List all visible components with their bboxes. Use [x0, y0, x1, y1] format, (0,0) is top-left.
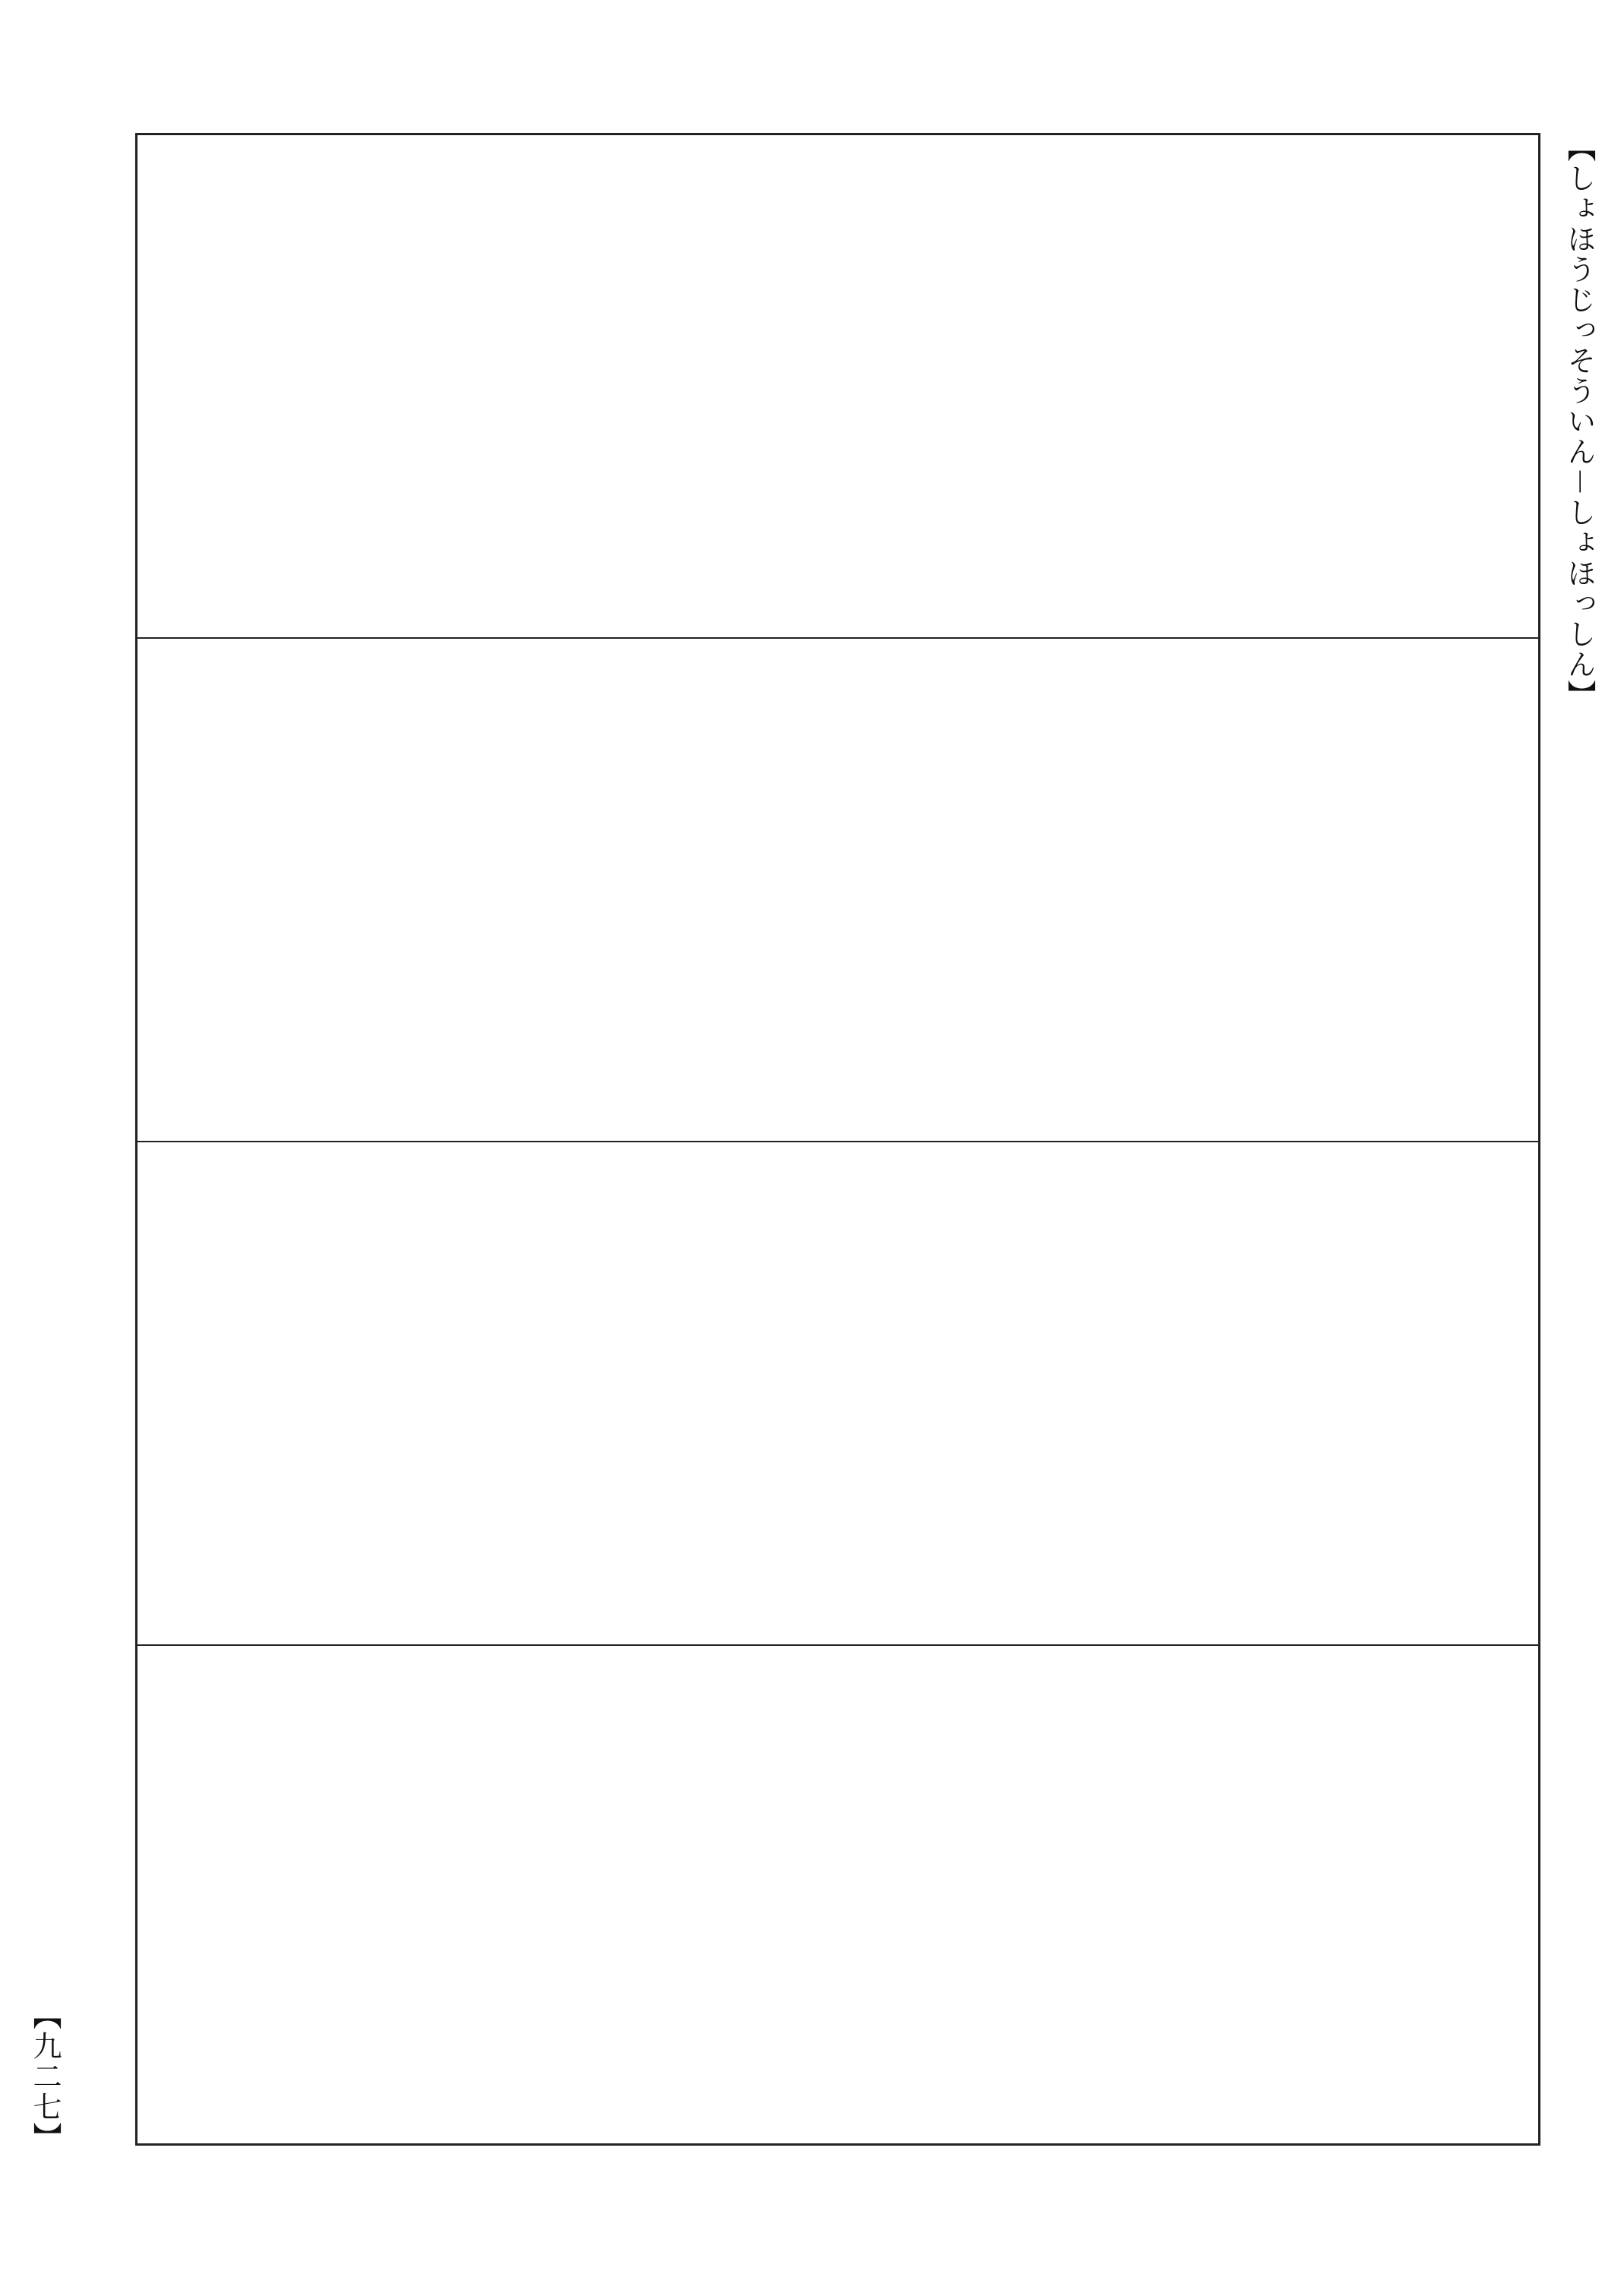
text-column [610, 146, 649, 627]
text-column [215, 649, 254, 1130]
text-column [1439, 649, 1479, 1130]
text-column [373, 1657, 412, 2133]
text-column [452, 1657, 491, 2133]
text-column [1321, 649, 1360, 1130]
text-column [491, 1657, 531, 2133]
text-column [254, 1153, 294, 1634]
text-column [175, 1657, 215, 2133]
text-column [728, 1153, 768, 1634]
text-column [1479, 1153, 1518, 1634]
text-band-4 [137, 1646, 1538, 2143]
text-column [926, 1657, 965, 2133]
text-column [807, 1657, 847, 2133]
text-column [1044, 649, 1084, 1130]
text-column [768, 649, 807, 1130]
text-column [807, 1153, 847, 1634]
text-band-3 [137, 1142, 1538, 1646]
text-column [373, 146, 412, 627]
running-head: 【しょほうじっそういん－しょほっしん】 [1562, 133, 1596, 711]
text-column [175, 1153, 215, 1634]
text-column [215, 1657, 254, 2133]
text-column [965, 649, 1005, 1130]
text-column [689, 146, 728, 627]
text-column [1242, 146, 1281, 627]
text-column [570, 649, 610, 1130]
text-column [886, 649, 926, 1130]
text-column [1321, 1657, 1360, 2133]
text-column [728, 649, 768, 1130]
text-column [847, 146, 886, 627]
text-column [807, 146, 847, 627]
text-column [847, 1657, 886, 2133]
text-column [1439, 1153, 1479, 1634]
text-column [847, 649, 886, 1130]
text-column [689, 1657, 728, 2133]
text-column [452, 1153, 491, 1634]
text-column [1400, 649, 1439, 1130]
text-column [610, 1657, 649, 2133]
text-column [1360, 649, 1400, 1130]
text-column [1044, 1657, 1084, 2133]
text-column [412, 1153, 452, 1634]
text-column [175, 649, 215, 1130]
text-column [373, 649, 412, 1130]
text-column [1163, 649, 1202, 1130]
text-column [254, 1657, 294, 2133]
text-column [1163, 1657, 1202, 2133]
text-column [452, 649, 491, 1130]
text-column [333, 146, 373, 627]
text-column [689, 1153, 728, 1634]
text-column [1479, 649, 1518, 1130]
text-column [1400, 1657, 1439, 2133]
text-column [531, 649, 570, 1130]
text-column [1479, 1657, 1518, 2133]
text-column [491, 146, 531, 627]
text-column [1005, 649, 1044, 1130]
text-column [847, 1153, 886, 1634]
text-column [649, 1153, 689, 1634]
text-column [491, 1153, 531, 1634]
text-column [1123, 146, 1163, 627]
text-column [886, 1657, 926, 2133]
text-column [1281, 146, 1321, 627]
text-column [1123, 1153, 1163, 1634]
text-column [215, 1153, 254, 1634]
text-column [1084, 1153, 1123, 1634]
text-column [1439, 146, 1479, 627]
text-column [175, 146, 215, 627]
text-column [926, 146, 965, 627]
text-column [807, 649, 847, 1130]
text-column [1202, 146, 1242, 627]
text-column [452, 146, 491, 627]
text-column [491, 649, 531, 1130]
text-column [1084, 146, 1123, 627]
text-column [333, 649, 373, 1130]
text-column [610, 1153, 649, 1634]
text-column [1123, 1657, 1163, 2133]
text-column [1360, 1153, 1400, 1634]
text-column [1321, 146, 1360, 627]
text-column [768, 1153, 807, 1634]
page-number: 【九二七】 [28, 2001, 62, 2152]
text-column [649, 146, 689, 627]
text-column [649, 649, 689, 1130]
text-column [965, 146, 1005, 627]
text-column [1202, 1153, 1242, 1634]
text-column [1163, 1153, 1202, 1634]
text-column [1084, 1657, 1123, 2133]
text-column [1242, 1657, 1281, 2133]
text-column [570, 1153, 610, 1634]
text-column [1123, 649, 1163, 1130]
text-column [689, 649, 728, 1130]
text-column [1479, 146, 1518, 627]
text-column [965, 1657, 1005, 2133]
text-column [531, 1657, 570, 2133]
text-column [373, 1153, 412, 1634]
text-column [333, 1153, 373, 1634]
text-column [965, 1153, 1005, 1634]
text-column [926, 1153, 965, 1634]
text-column [412, 649, 452, 1130]
text-column [1242, 649, 1281, 1130]
text-column [1005, 1657, 1044, 2133]
text-column [1400, 1153, 1439, 1634]
text-column [1281, 649, 1321, 1130]
text-column [1084, 649, 1123, 1130]
text-column [531, 146, 570, 627]
text-column [768, 1657, 807, 2133]
text-column [333, 1657, 373, 2133]
text-column [1439, 1657, 1479, 2133]
text-column [728, 1657, 768, 2133]
text-column [570, 1657, 610, 2133]
text-column [1044, 1153, 1084, 1634]
text-column [412, 1657, 452, 2133]
text-column [570, 146, 610, 627]
text-column [768, 146, 807, 627]
text-band-2 [137, 639, 1538, 1142]
text-column [1281, 1657, 1321, 2133]
text-column [610, 649, 649, 1130]
text-column [412, 146, 452, 627]
text-column [1163, 146, 1202, 627]
text-column [728, 146, 768, 627]
text-column [1005, 146, 1044, 627]
text-column [649, 1657, 689, 2133]
text-column [926, 649, 965, 1130]
text-column [1202, 649, 1242, 1130]
text-column [1400, 146, 1439, 627]
text-column [254, 146, 294, 627]
text-column [294, 649, 333, 1130]
text-band-1 [137, 135, 1538, 639]
text-column [294, 146, 333, 627]
text-column [1321, 1153, 1360, 1634]
text-column [294, 1153, 333, 1634]
text-column [1202, 1657, 1242, 2133]
text-column [294, 1657, 333, 2133]
text-column [531, 1153, 570, 1634]
page-frame [135, 133, 1540, 2146]
text-column [886, 1153, 926, 1634]
text-column [1005, 1153, 1044, 1634]
text-column [1360, 1657, 1400, 2133]
text-column [1044, 146, 1084, 627]
text-column [254, 649, 294, 1130]
text-column [215, 146, 254, 627]
text-column [886, 146, 926, 627]
text-column [1281, 1153, 1321, 1634]
text-column [1242, 1153, 1281, 1634]
text-column [1360, 146, 1400, 627]
